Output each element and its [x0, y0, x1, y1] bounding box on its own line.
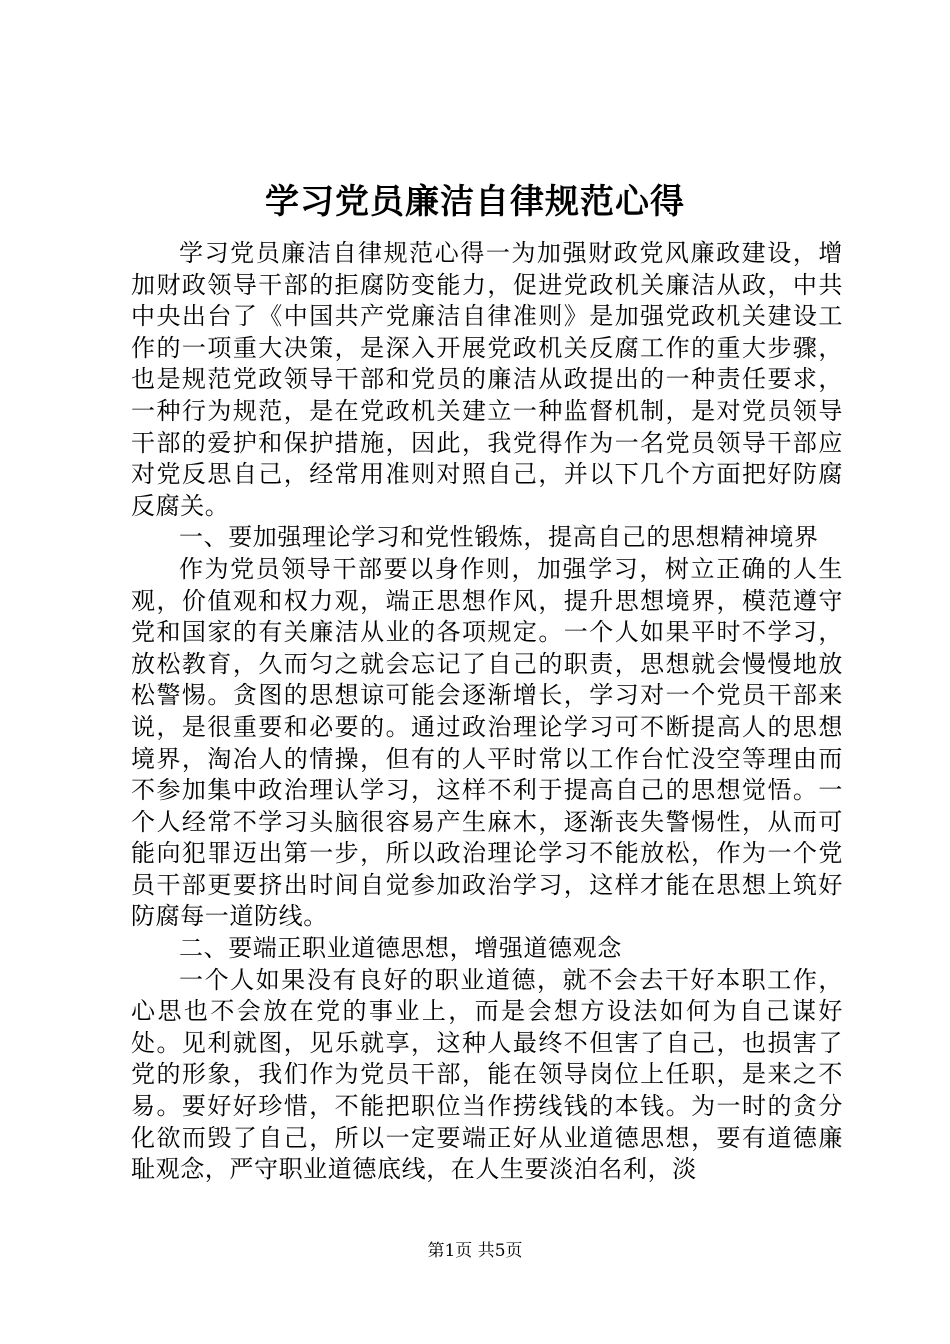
document-body: [131, 238, 843, 1186]
paragraph-section-2: 一个人如果没有良好的职业道德，就不会去干好本职工作，心思也不会放在党的事业上，而是会想方设法如何为自己谋好处。见利就图，见乐就享，这种人最终不但害了自己，也损害了党的形象，我们作为党员干部，能在领导岗位上任职，是来之不易。要好好珍惜，不能把职位当作捞线钱的本钱。为一时的贪分化欲而毁了自己，所以一定要端正好从业道德思想，要有道德廉耻观念，严守职业道德底线，在人生要淡泊名利，淡: [131, 965, 843, 1184]
paragraph-section-1: 作为党员领导干部要以身作则，加强学习，树立正确的人生观，价值观和权力观，端正思想作风，提升思想境界，模范遵守党和国家的有关廉洁从业的各项规定。一个人如果平时不学习，放松教育，久而匀之就会忘记了自己的职责，思想就会慢慢地放松警惕。贪图的思想谅可能会逐渐增长，学习对一个党员干部来说，是很重要和必要的。通过政治理论学习可不断提高人的思想境界，淘冶人的情操，但有的人平时常以工作台忙没空等理由而不参加集中政治理认学习，这样不利于提高自己的思想觉悟。一个人经常不学习头脑很容易产生麻木，逐渐丧失警惕性，从而可能向犯罪迈出第一步，所以政治理论学习不能放松，作为一个党员干部更要挤出时间自觉参加政治学习，这样才能在思想上筑好防腐每一道防线。: [131, 554, 843, 931]
section-heading-2: 二、要端正职业道德思想，增强道德观念: [179, 934, 622, 963]
page-number-footer: 第1页 共5页: [427, 1241, 523, 1261]
document-title: 学习党员廉洁自律规范心得: [265, 182, 685, 222]
paragraph-intro: 学习党员廉洁自律规范心得一为加强财政党风廉政建设，增加财政领导干部的拒腐防变能力，促进党政机关廉洁从政，中共中央出台了《中国共产党廉洁自律准则》是加强党政机关建设工作的一项重大决策，是深入开展党政机关反腐工作的重大步骤，也是规范党政领导干部和党员的廉洁从政提出的一种责任要求，一种行为规范，是在党政机关建立一种监督机制，是对党员领导干部的爱护和保护措施，因此，我党得作为一名党员领导干部应对党反思自己，经常用准则对照自己，并以下几个方面把好防腐反腐关。: [131, 239, 843, 520]
section-heading-1: 一、要加强理论学习和党性锻炼，提高自己的思想精神境界: [179, 523, 819, 552]
